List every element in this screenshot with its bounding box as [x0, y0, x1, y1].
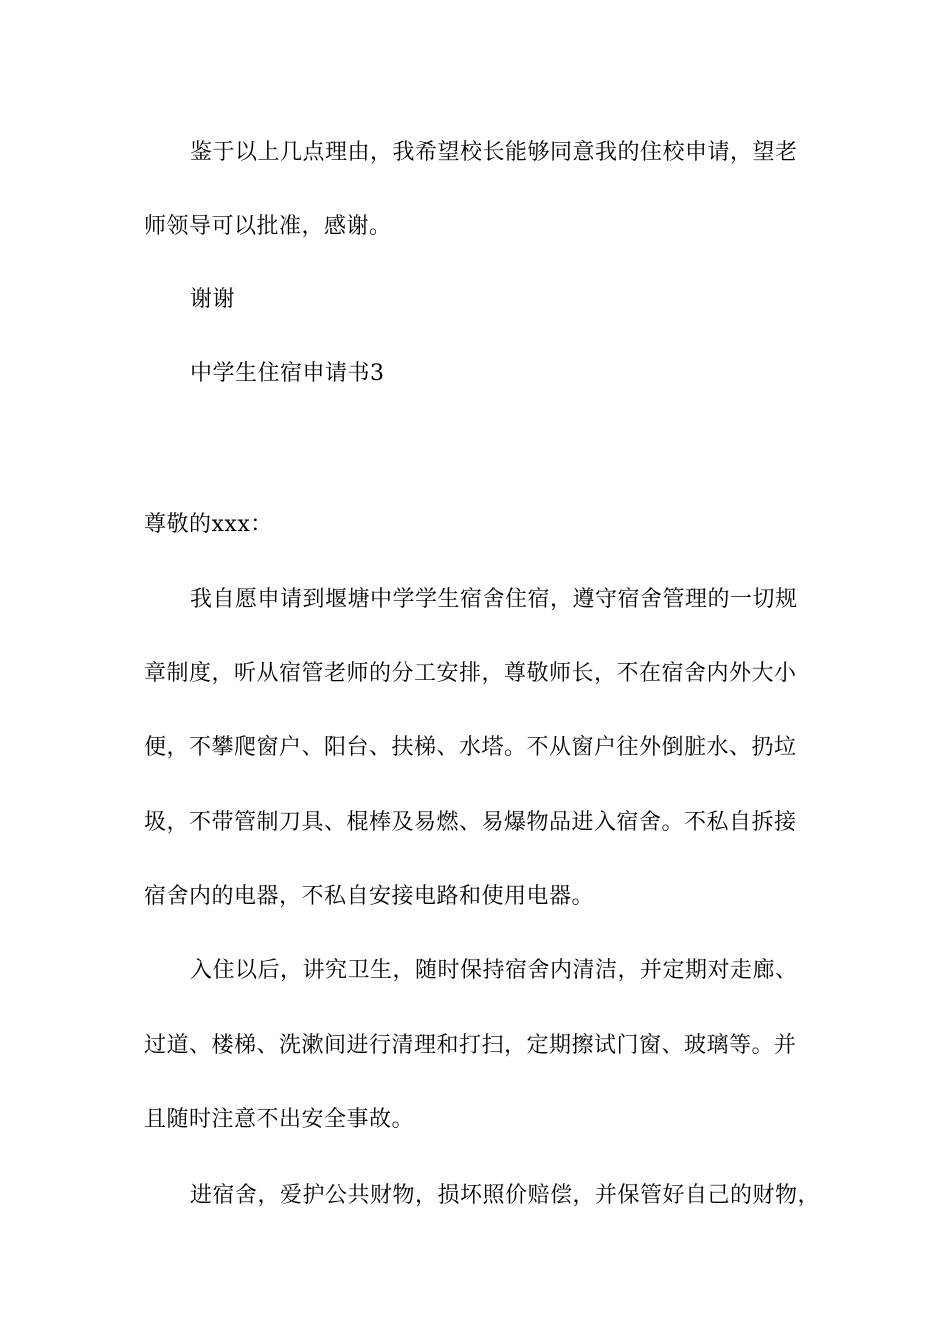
paragraph-line: 鉴于以上几点理由，我希望校长能够同意我的住校申请，望老	[190, 140, 798, 165]
paragraph-line: 宿舍内的电器，不私自安接电路和使用电器。	[144, 884, 595, 909]
paragraph-line: 便，不攀爬窗户、阳台、扶梯、水塔。不从窗户往外倒脏水、扔垃	[144, 735, 797, 760]
paragraph-line: 师领导可以批准，感谢。	[144, 214, 392, 239]
paragraph-line: 且随时注意不出安全事故。	[144, 1107, 415, 1132]
paragraph-line: 圾，不带管制刀具、棍棒及易燃、易爆物品进入宿舍。不私自拆接	[144, 810, 797, 835]
paragraph-line: 入住以后，讲究卫生，随时保持宿舍内清洁，并定期对走廊、	[190, 958, 798, 983]
section-heading: 中学生住宿申请书3	[190, 361, 385, 386]
closing-text: 谢谢	[190, 287, 236, 312]
paragraph-line: 我自愿申请到堰塘中学学生宿舍住宿，遵守宿舍管理的一切规	[190, 587, 798, 612]
paragraph-line: 进宿舍，爱护公共财物，损坏照价赔偿，并保管好自己的财物，	[190, 1183, 821, 1208]
paragraph-line: 章制度，听从宿管老师的分工安排，尊敬师长，不在宿舍内外大小	[144, 661, 797, 686]
paragraph-line: 过道、楼梯、洗漱间进行清理和打扫，定期擦试门窗、玻璃等。并	[144, 1033, 797, 1058]
salutation: 尊敬的xxx：	[144, 512, 273, 537]
